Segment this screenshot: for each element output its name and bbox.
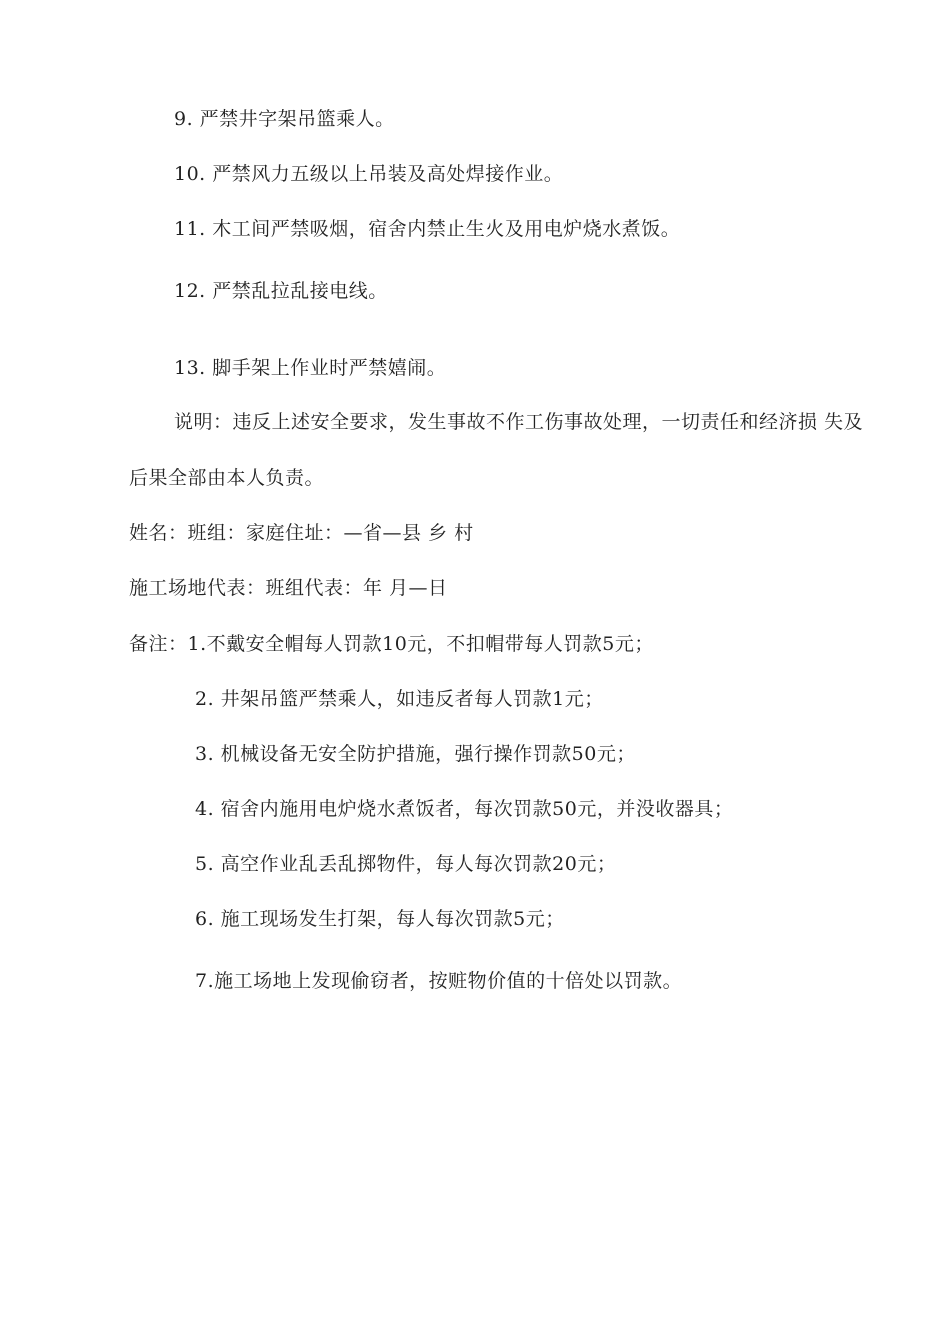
- rule-item-13: 13. 脚手架上作业时严禁嬉闹。: [174, 357, 447, 379]
- remark-item-7: 7.施工场地上发现偷窃者，按赃物价值的十倍处以罚款。: [195, 970, 683, 992]
- signature-person-line: 姓名：班组：家庭住址：—省—县 乡 村: [129, 522, 474, 544]
- rule-item-12: 12. 严禁乱拉乱接电线。: [174, 280, 388, 302]
- remark-item-2: 2. 井架吊篮严禁乘人，如违反者每人罚款1元；: [195, 688, 604, 710]
- remark-item-3: 3. 机械设备无安全防护措施，强行操作罚款50元；: [195, 743, 636, 765]
- note-line-1: 说明：违反上述安全要求，发生事故不作工伤事故处理，一切责任和经济损 失及: [174, 411, 864, 433]
- signature-site-line: 施工场地代表：班组代表：年 月—日: [129, 577, 448, 599]
- remark-item-4: 4. 宿舍内施用电炉烧水煮饭者，每次罚款50元，并没收器具；: [195, 798, 734, 820]
- rule-item-10: 10. 严禁风力五级以上吊装及高处焊接作业。: [174, 163, 564, 185]
- rule-item-9: 9. 严禁井字架吊篮乘人。: [174, 108, 395, 130]
- remark-item-1: 备注：1.不戴安全帽每人罚款10元，不扣帽带每人罚款5元；: [129, 633, 654, 655]
- rule-item-11: 11. 木工间严禁吸烟，宿舍内禁止生火及用电炉烧水煮饭。: [174, 218, 681, 240]
- remark-item-5: 5. 高空作业乱丢乱掷物件，每人每次罚款20元；: [195, 853, 617, 875]
- note-line-2: 后果全部由本人负责。: [129, 467, 325, 489]
- remark-item-6: 6. 施工现场发生打架，每人每次罚款5元；: [195, 908, 565, 930]
